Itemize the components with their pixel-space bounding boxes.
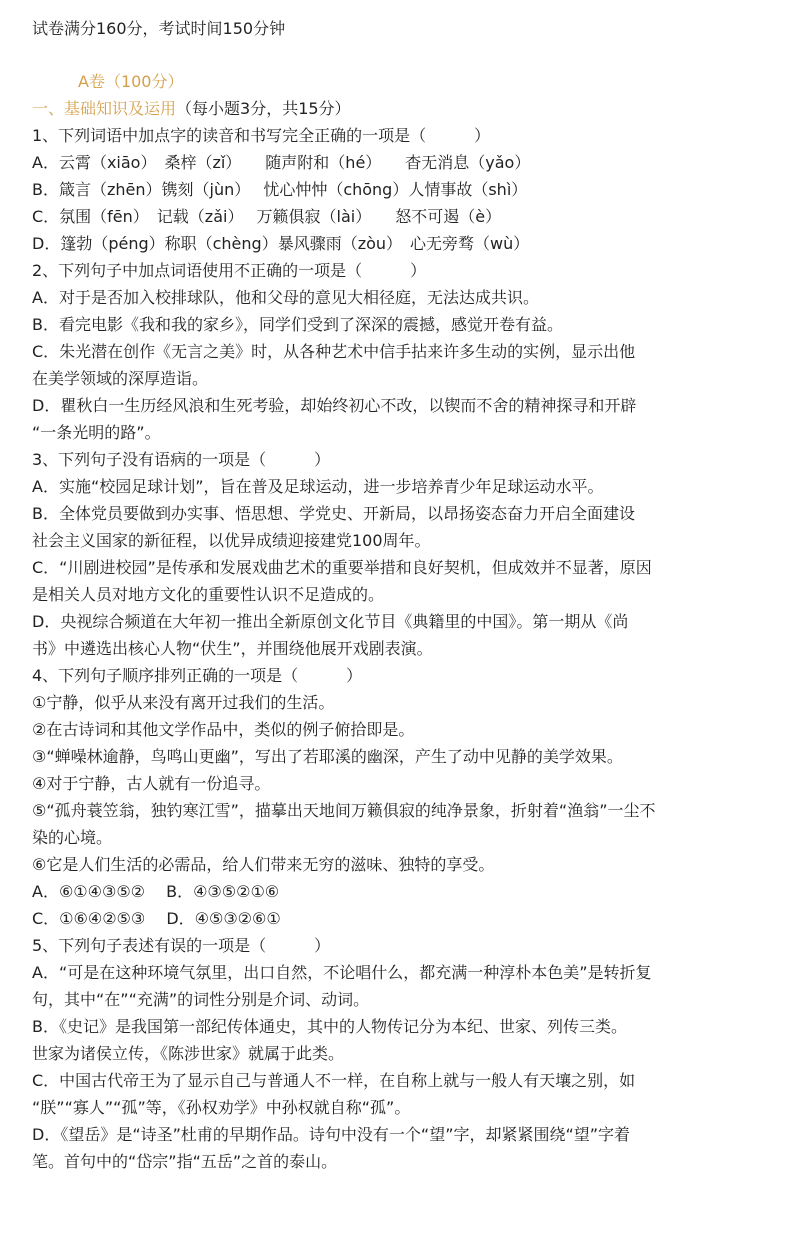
q5-option-c: C．中国古代帝王为了显示自己与普通人不一样，在自称上就与一般人有天壤之别，如 xyxy=(32,1071,636,1090)
q4-sentence-2: ②在古诗词和其他文学作品中，类似的例子俯拾即是。 xyxy=(32,720,415,739)
q1-option-b: B．箴言（zhēn）镌刻（jùn） 忧心忡忡（chōng）人情事故（shì） xyxy=(32,180,528,199)
q5-option-c-cont: “朕”“寡人”“孤”等，《孙权劝学》中孙权就自称“孤”。 xyxy=(32,1098,411,1117)
q4-stem: 4、下列句子顺序排列正确的一项是（ ） xyxy=(32,666,363,685)
q4-sentence-5: ⑤“孤舟蓑笠翁，独钓寒江雪”，描摹出天地间万籁俱寂的纯净景象，折射着“渔翁”一尘不 xyxy=(32,801,656,820)
q3-option-a: A．实施“校园足球计划”，旨在普及足球运动，进一步培养青少年足球运动水平。 xyxy=(32,477,604,496)
section-a-title: A卷（100分） xyxy=(78,72,184,91)
q1-option-a: A．云霄（xiāo） 桑梓（zǐ） 随声附和（hé） 杳无消息（yǎo） xyxy=(32,153,531,172)
q2-option-d-cont: “一条光明的路”。 xyxy=(32,423,161,442)
q5-stem: 5、下列句子表述有误的一项是（ ） xyxy=(32,936,331,955)
q1-option-c: C．氛围（fēn） 记载（zǎi） 万籁俱寂（lài） 怒不可遏（è） xyxy=(32,207,502,226)
q2-option-c-cont: 在美学领域的深厚造诣。 xyxy=(32,369,209,388)
q1-option-d: D．篷勃（péng）称职（chèng）暴风骤雨（zòu） 心无旁骛（wù） xyxy=(32,234,530,253)
part1-heading xyxy=(32,95,351,122)
q5-option-a: A．“可是在这种环境气氛里，出口自然，不论唱什么，都充满一种淳朴本色美”是转折复 xyxy=(32,963,652,982)
q2-option-d: D．瞿秋白一生历经风浪和生死考验，却始终初心不改，以锲而不舍的精神探寻和开辟 xyxy=(32,396,637,415)
q1-stem: 1、下列词语中加点字的读音和书写完全正确的一项是（ ） xyxy=(32,126,491,145)
q4-sentence-1: ①宁静，似乎从来没有离开过我们的生活。 xyxy=(32,693,335,712)
q3-stem: 3、下列句子没有语病的一项是（ ） xyxy=(32,450,331,469)
q4-sentence-6: ⑥它是人们生活的必需品，给人们带来无穷的滋味、独特的享受。 xyxy=(32,855,495,874)
q5-option-d-cont: 笔。首句中的“岱宗”指“五岳”之首的泰山。 xyxy=(32,1152,338,1171)
q2-option-c: C．朱光潜在创作《无言之美》时，从各种艺术中信手拈来许多生动的实例，显示出他 xyxy=(32,342,636,361)
q3-option-d: D．央视综合频道在大年初一推出全新原创文化节目《典籍里的中国》。第一期从《尚 xyxy=(32,612,629,631)
q2-stem: 2、下列句子中加点词语使用不正确的一项是（ ） xyxy=(32,261,427,280)
q5-option-d: D．《望岳》是“诗圣”杜甫的早期作品。诗句中没有一个“望”字，却紧紧围绕“望”字着 xyxy=(32,1125,631,1144)
q5-option-b: B．《史记》是我国第一部纪传体通史，其中的人物传记分为本纪、世家、列传三类。 xyxy=(32,1017,627,1036)
q3-option-c-cont: 是相关人员对地方文化的重要性认识不足造成的。 xyxy=(32,585,385,604)
q4-sentence-4: ④对于宁静，古人就有一份追寻。 xyxy=(32,774,271,793)
part1-scoring: （每小题3分，共15分） xyxy=(176,99,351,118)
q5-option-a-cont: 句，其中“在”“充满”的词性分别是介词、动词。 xyxy=(32,990,370,1009)
q5-option-b-cont: 世家为诸侯立传，《陈涉世家》就属于此类。 xyxy=(32,1044,345,1063)
part1-title: 一、基础知识及运用 xyxy=(32,99,177,118)
q3-option-c: C．“川剧进校园”是传承和发展戏曲艺术的重要举措和良好契机，但成效并不显著，原因 xyxy=(32,558,652,577)
q3-option-b-cont: 社会主义国家的新征程，以优异成绩迎接建党100周年。 xyxy=(32,531,431,550)
q2-option-b: B．看完电影《我和我的家乡》，同学们受到了深深的震撼，感觉开卷有益。 xyxy=(32,315,563,334)
exam-info: 试卷满分160分，考试时间150分钟 xyxy=(32,19,286,38)
q4-sentence-5-cont: 染的心境。 xyxy=(32,828,113,847)
q4-sentence-3: ③“蝉噪林逾静，鸟鸣山更幽”，写出了若耶溪的幽深，产生了动中见静的美学效果。 xyxy=(32,747,623,766)
q3-option-b: B．全体党员要做到办实事、悟思想、学党史、开新局，以昂扬姿态奋力开启全面建设 xyxy=(32,504,635,523)
q4-options-cd: C．①⑥④②⑤③ D．④⑤③②⑥① xyxy=(32,909,281,928)
q3-option-d-cont: 书》中遴选出核心人物“伏生”，并围绕他展开戏剧表演。 xyxy=(32,639,433,658)
q4-options-ab: A．⑥①④③⑤② B．④③⑤②①⑥ xyxy=(32,882,280,901)
q2-option-a: A．对于是否加入校排球队，他和父母的意见大相径庭，无法达成共识。 xyxy=(32,288,539,307)
